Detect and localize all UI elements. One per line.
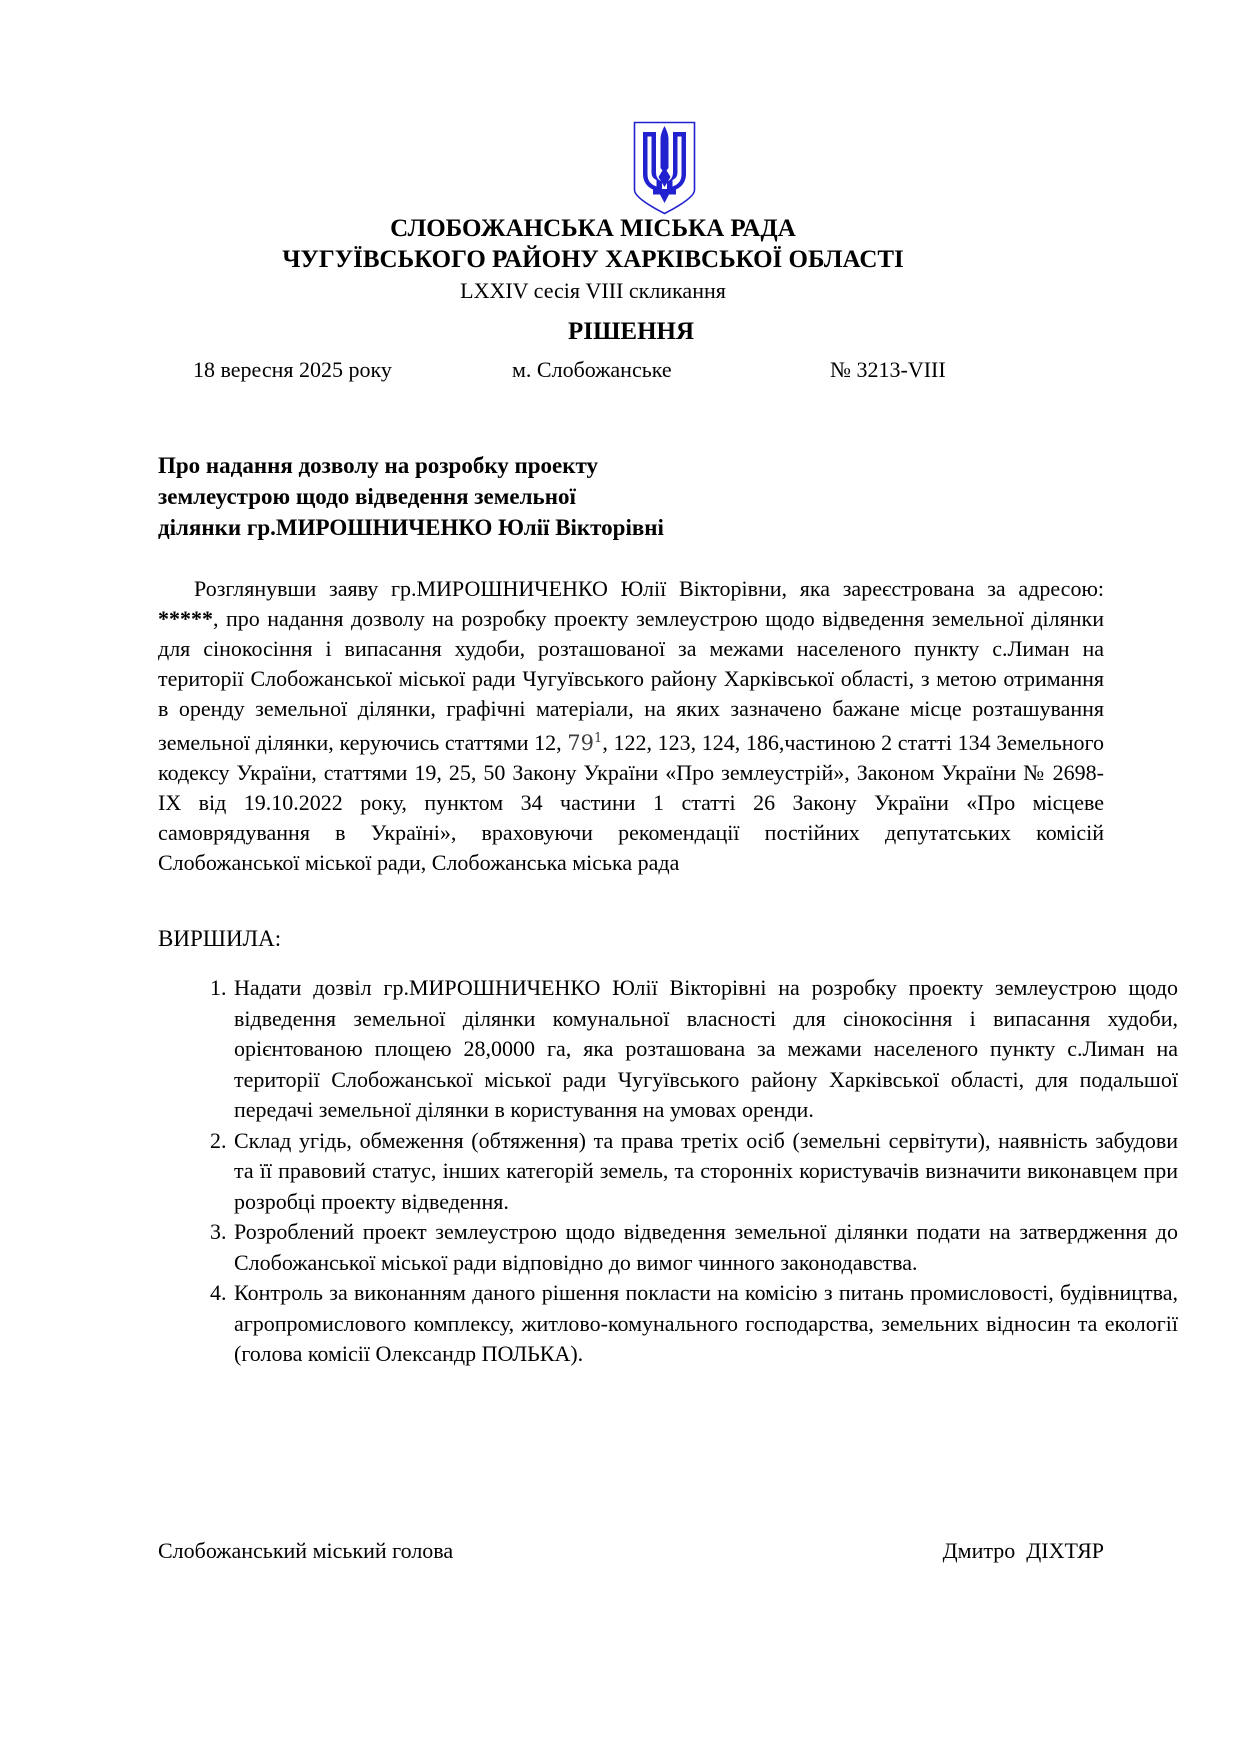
subject-line-2: землеустрою щодо відведення земельної [158, 484, 576, 509]
resolution-item-4: 4. Контроль за виконанням даного рішення покласти на комісію з питань промисловості, будівництва, агропромислового комплексу, житлово-комунального господарства, земельних відносин та екології (голова комісії Олександр ПОЛЬКА). [232, 1278, 1178, 1370]
preamble-paragraph [158, 574, 1104, 878]
ukraine-trident-emblem-icon [631, 120, 698, 218]
signatory-position: Слобожанський міський голова [158, 1538, 454, 1563]
decision-number: № 3213-VIII [830, 357, 946, 382]
resolution-item-3: 3. Розроблений проект землеустрою щодо відведення земельної ділянки подати на затвердження до Слобожанської міської ради відповідно до вимог чинного законодавства. [232, 1217, 1178, 1278]
decision-meta-row [158, 357, 1104, 387]
council-name: СЛОБОЖАНСЬКА МІСЬКА РАДА [390, 215, 796, 242]
resolution-list [158, 973, 1178, 1370]
resolution-item-1: 1. Надати дозвіл гр.МИРОШНИЧЕНКО Юлії Вікторівні на розробку проекту землеустрою щодо відведення земельної ділянки комунальної власності для сінокосіння і випасання худоби, орієнтованою площею 28,0000 га, яка розташована за межами населеного пункту с.Лиман на території Слобожанської міської ради Чугуївського району Харківської області, для подальшої передачі земельної ділянки в користування на умовах оренди. [232, 973, 1178, 1126]
decision-label: РІШЕННЯ [567, 318, 695, 345]
session-line: LXXIV сесія VIII скликання [460, 278, 726, 303]
resolved-label: ВИРШИЛА: [158, 926, 282, 951]
article-superscript: 1 [594, 731, 603, 746]
masked-address: ***** [158, 606, 213, 631]
district-name: ЧУГУЇВСЬКОГО РАЙОНУ ХАРКІВСЬКОЇ ОБЛАСТІ [282, 246, 904, 273]
subject-line-1: Про надання дозволу на розробку проекту [158, 453, 599, 478]
decision-place: м. Слобожанське [512, 357, 672, 382]
subject-line-3: ділянки гр.МИРОШНИЧЕНКО Юлії Вікторівні [158, 515, 664, 540]
decision-date: 18 вересня 2025 року [193, 357, 392, 382]
decision-subject [158, 450, 858, 543]
article-79-reference: $79^1$ [567, 731, 603, 755]
signature-row [158, 1538, 1104, 1564]
preamble-part-2: , про надання дозволу на розробку проекту землеустрою щодо відведення земельної ділянки для сінокосіння і випасання худоби, розташованої за межами населеного пункту с.Лиман на території Слобожанської міської ради Чугуївського району Харківської області, з метою отримання в оренду земельної ділянки, графічні матеріали, на яких зазначено бажане місце розташування земельної ділянки, керуючись статтями 12, [158, 606, 1104, 755]
resolution-item-2: 2. Склад угідь, обмеження (обтяження) та права третіх осіб (земельні сервітути), наявність забудови та її правовий статус, інших категорій земель, та сторонніх користувачів визначити виконавцем при розробці проекту відведення. [232, 1126, 1178, 1218]
preamble-part-3: , 122, 123, 124, 186,частиною 2 статті 134 Земельного кодексу України, статтями 19, 25, 50 Закону України «Про землеустрій», Законом України № 2698-IX від 19.10.2022 року, пунктом 34 частини 1 статті 26 Закону України «Про місцеве самоврядування в Україні», враховуючи рекомендації постійних депутатських комісій Слобожанської міської ради, Слобожанська міська рада [158, 730, 1104, 875]
signatory-name: Дмитро ДІХТЯР [942, 1538, 1104, 1563]
document-header [120, 213, 1066, 306]
preamble-part-1: Розглянувши заяву гр.МИРОШНИЧЕНКО Юлії Вікторівни, яка зареєстрована за адресою: [194, 576, 1104, 601]
